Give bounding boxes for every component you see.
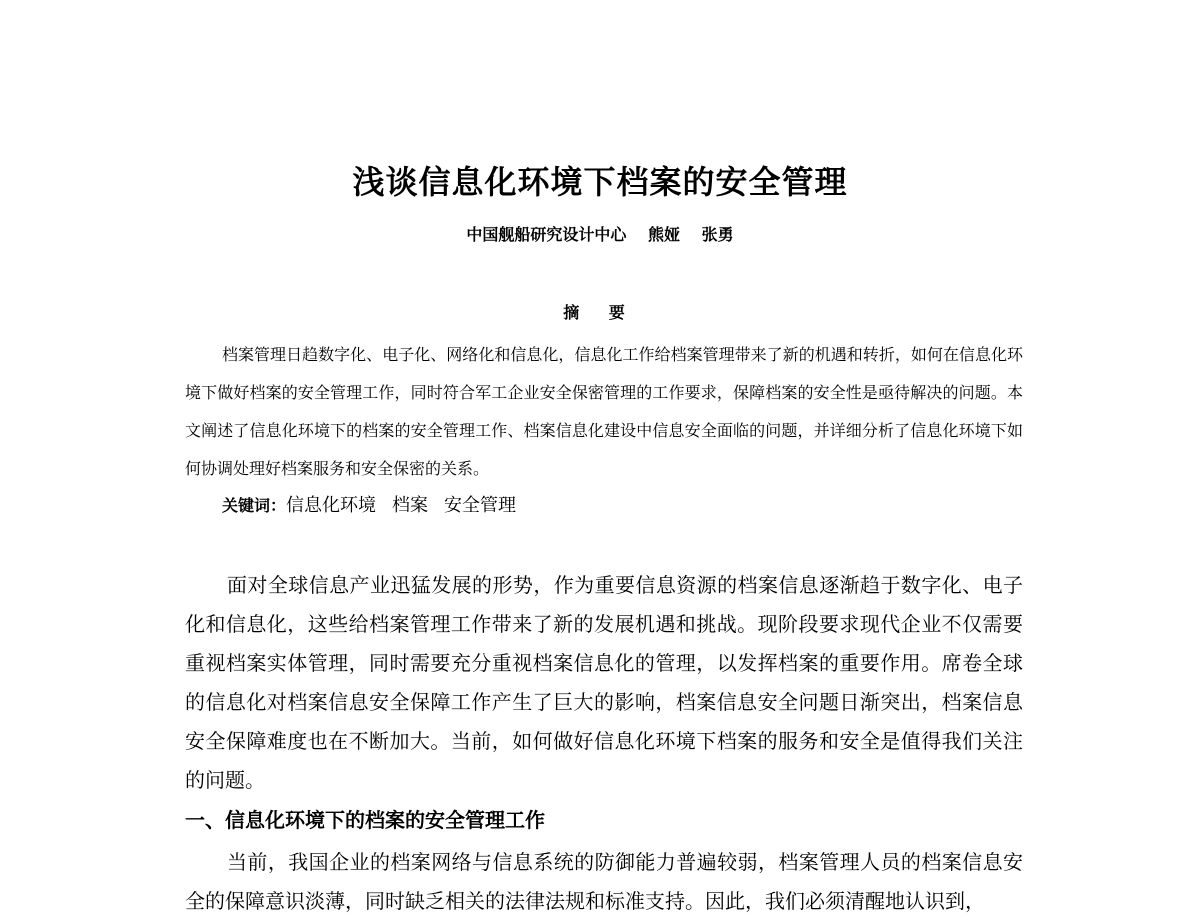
author-name: 熊娅 (647, 225, 680, 244)
keyword: 档案 (392, 495, 429, 516)
section-heading: 一、信息化环境下的档案的安全管理工作 (185, 808, 545, 832)
abstract-heading: 摘 要 (563, 303, 637, 322)
paper-title: 浅谈信息化环境下档案的安全管理 (352, 163, 848, 201)
keyword: 信息化环境 (286, 495, 377, 516)
abstract-text: 档案管理日趋数字化、电子化、网络化和信息化，信息化工作给档案管理带来了新的机遇和转折，如何在信息化环境下做好档案的安全管理工作，同时符合军工企业安全保密管理的工作要求，保障档案的安全性是亟待解决的问题。本文阐述了信息化环境下的档案的安全管理工作、档案信息化建设中信息安全面临的问题，并详细分析了信息化环境下如何协调处理好档案服务和安全保密的关系。 (185, 345, 1023, 478)
affiliation: 中国舰船研究设计中心 (466, 225, 627, 244)
body-paragraph: 面对全球信息产业迅猛发展的形势，作为重要信息资源的档案信息逐渐趋于数字化、电子化和信息化，这些给档案管理工作带来了新的发展机遇和挑战。现阶段要求现代企业不仅需要重视档案实体管理，同时需要充分重视档案信息化的管理，以发挥档案的重要作用。席卷全球的信息化对档案信息安全保障工作产生了巨大的影响，档案信息安全问题日渐突出，档案信息安全保障难度也在不断加大。当前，如何做好信息化环境下档案的服务和安全是值得我们关注的问题。 (185, 573, 1023, 792)
author-line (0, 222, 1200, 245)
author-name: 张勇 (701, 225, 734, 244)
keywords-label: 关键词： (222, 496, 287, 515)
keyword: 安全管理 (444, 495, 517, 516)
keywords-line (222, 491, 532, 517)
body-paragraph: 当前，我国企业的档案网络与信息系统的防御能力普遍较弱，档案管理人员的档案信息安全的保障意识淡薄，同时缺乏相关的法律法规和标准支持。因此，我们必须清醒地认识到， (185, 850, 1023, 913)
